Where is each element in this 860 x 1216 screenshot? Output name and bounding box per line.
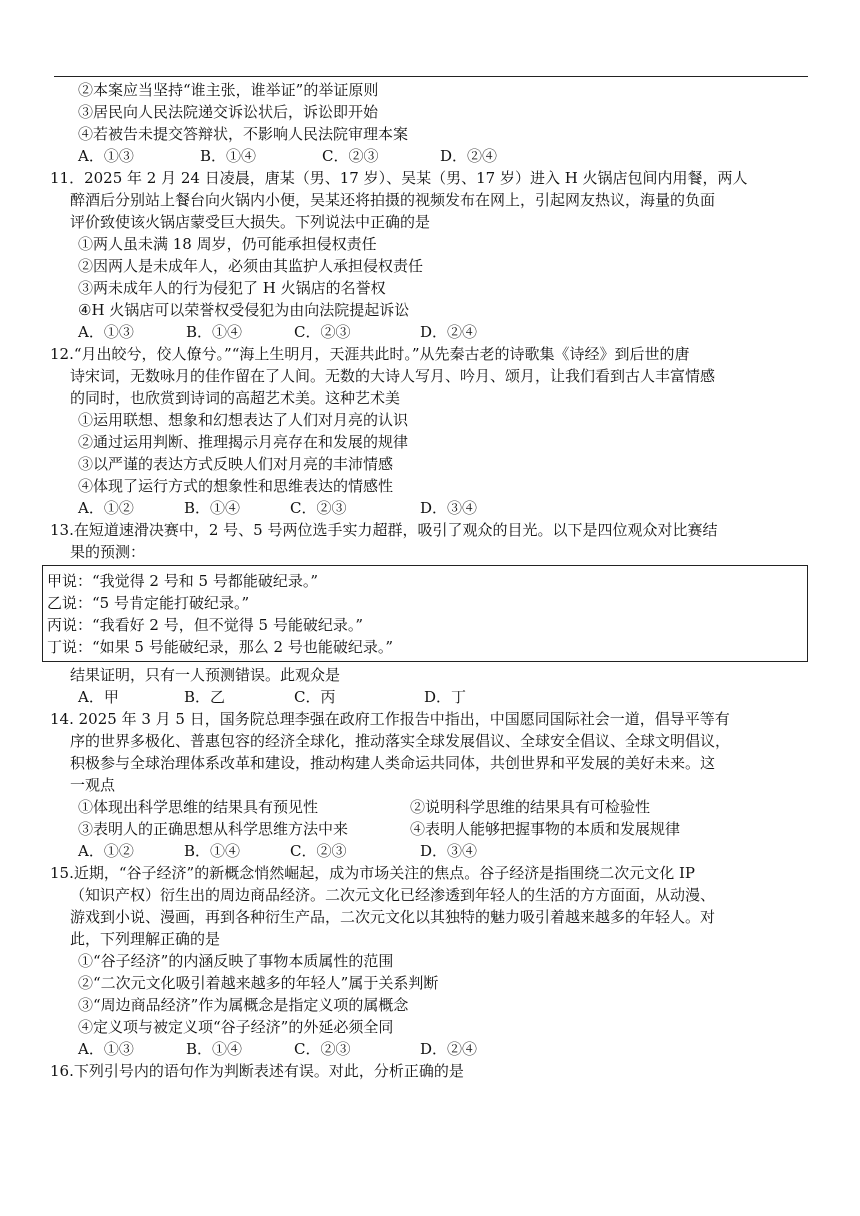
q15-stem-line-1: 15.近期，“谷子经济”的新概念悄然崛起，成为市场关注的焦点。谷子经济是指围绕二次元文化 IP (50, 864, 695, 882)
q13-stem-line-1: 13.在短道速滑决赛中，2 号、5 号两位选手实力超群，吸引了观众的目光。以下是四位观众对比赛结 (50, 521, 718, 539)
q12-choice-d: D．③④ (420, 499, 478, 517)
q15-choice-d: D．②④ (420, 1040, 478, 1058)
q14-option-3: ③表明人的正确思想从科学思维方法中来 (78, 820, 349, 838)
q11-choice-c: C．②③ (294, 323, 351, 341)
q13-prediction-jia: 甲说：“我觉得 2 号和 5 号都能破纪录。” (47, 572, 318, 590)
question-14 (50, 708, 810, 862)
q14-option-1: ①体现出科学思维的结果具有预见性 (78, 798, 319, 816)
q15-choice-a: A．①③ (78, 1040, 134, 1058)
question-12 (50, 343, 810, 519)
q14-stem-line-2: 序的世界多极化、普惠包容的经济全球化，推动落实全球发展倡议、全球安全倡议、全球文明倡议， (70, 732, 731, 750)
q12-option-3: ③以严谨的表达方式反映人们对月亮的丰沛情感 (78, 455, 394, 473)
q12-stem-line-1: 12.“月出皎兮，佼人僚兮。”“海上生明月，天涯共此时。”从先秦古老的诗歌集《诗经》到后世的唐 (50, 345, 690, 363)
question-11 (50, 167, 810, 343)
q15-stem-line-4: 此，下列理解正确的是 (70, 930, 221, 948)
q15-choice-c: C．②③ (294, 1040, 351, 1058)
q15-option-2: ②“二次元文化吸引着越来越多的年轻人”属于关系判断 (78, 974, 439, 992)
q11-stem-line-3: 评价致使该火锅店蒙受巨大损失。下列说法中正确的是 (70, 213, 431, 231)
exam-content (47, 79, 810, 1082)
q16-stem-line-1: 16.下列引号内的语句作为判断表述有误。对此，分析正确的是 (50, 1062, 464, 1080)
q13-prediction-yi: 乙说：“5 号肯定能打破纪录。” (47, 594, 250, 612)
q14-option-2: ②说明科学思维的结果具有可检验性 (410, 798, 651, 816)
q11-option-4: ④H 火锅店可以荣誉权受侵犯为由向法院提起诉讼 (78, 301, 410, 319)
q12-stem-line-3: 的同时，也欣赏到诗词的高超艺术美。这种艺术美 (70, 389, 401, 407)
q14-choice-a: A．①② (78, 842, 134, 860)
q14-option-4: ④表明人能够把握事物的本质和发展规律 (410, 820, 681, 838)
q11-choice-b: B．①④ (186, 323, 243, 341)
q15-stem-line-2: （知识产权）衍生出的周边商品经济。二次元文化已经渗透到年轻人的生活的方方面面，从动漫、 (70, 886, 716, 904)
q13-stem-line-2: 果的预测： (70, 543, 146, 561)
q12-option-4: ④体现了运行方式的想象性和思维表达的情感性 (78, 477, 394, 495)
q11-stem-line-1: 11．2025 年 2 月 24 日凌晨，唐某（男、17 岁）、吴某（男、17 岁）进入 H 火锅店包间内用餐，两人 (50, 169, 748, 187)
q11-stem-line-2: 醉酒后分别站上餐台向火锅内小便，吴某还将拍摄的视频发布在网上，引起网友热议，海量的负面 (70, 191, 716, 209)
header-rule (54, 76, 808, 77)
q14-options-row-2 (50, 818, 810, 840)
q11-choice-a: A．①③ (78, 323, 134, 341)
q13-prediction-ding: 丁说：“如果 5 号能破纪录，那么 2 号也能破纪录。” (47, 638, 393, 656)
question-15 (50, 862, 810, 1060)
q15-option-4: ④定义项与被定义项“谷子经济”的外延必须全同 (78, 1018, 394, 1036)
question-13 (47, 519, 810, 708)
q11-choice-d: D．②④ (420, 323, 478, 341)
q13-stem-line-3: 结果证明，只有一人预测错误。此观众是 (70, 666, 341, 684)
q13-predictions-box (42, 565, 808, 662)
q10-choice-a: A．①③ (78, 147, 134, 165)
q13-answer-choices (50, 686, 810, 708)
q14-options-row-1 (50, 796, 810, 818)
q10-option-3: ③居民向人民法院递交诉讼状后，诉讼即开始 (78, 103, 379, 121)
q12-stem-line-2: 诗宋词，无数咏月的佳作留在了人间。无数的大诗人写月、吟月、颂月，让我们看到古人丰富情感 (70, 367, 716, 385)
q15-option-1: ①“谷子经济”的内涵反映了事物本质属性的范围 (78, 952, 394, 970)
q15-stem-line-3: 游戏到小说、漫画，再到各种衍生产品，二次元文化以其独特的魅力吸引着越来越多的年轻人。对 (70, 908, 716, 926)
q14-answer-choices (50, 840, 810, 862)
q13-choice-c: C．丙 (294, 688, 336, 706)
q11-option-2: ②因两人是未成年人，必须由其监护人承担侵权责任 (78, 257, 424, 275)
q10-answer-choices (50, 145, 810, 167)
q13-choice-a: A．甲 (78, 688, 119, 706)
q14-stem-line-4: 一观点 (70, 776, 116, 794)
q15-answer-choices (50, 1038, 810, 1060)
q13-choice-b: B．乙 (184, 688, 226, 706)
q12-choice-a: A．①② (78, 499, 134, 517)
q10-choice-d: D．②④ (440, 147, 498, 165)
q14-choice-c: C．②③ (290, 842, 347, 860)
q10-choice-c: C．②③ (322, 147, 379, 165)
q10-option-2: ②本案应当坚持“谁主张，谁举证”的举证原则 (78, 81, 379, 99)
q10-option-4: ④若被告未提交答辩状，不影响人民法院审理本案 (78, 125, 409, 143)
q15-option-3: ③“周边商品经济”作为属概念是指定义项的属概念 (78, 996, 409, 1014)
q12-option-2: ②通过运用判断、推理揭示月亮存在和发展的规律 (78, 433, 409, 451)
q13-choice-d: D．丁 (424, 688, 467, 706)
question-10 (50, 79, 810, 167)
q14-stem-line-3: 积极参与全球治理体系改革和建设，推动构建人类命运共同体，共创世界和平发展的美好未来。这 (70, 754, 716, 772)
q13-prediction-bing: 丙说：“我看好 2 号，但不觉得 5 号能破纪录。” (47, 616, 363, 634)
q12-choice-b: B．①④ (184, 499, 241, 517)
q14-stem-line-1: 14. 2025 年 3 月 5 日，国务院总理李强在政府工作报告中指出，中国愿同国际社会一道，倡导平等有 (50, 710, 730, 728)
question-16 (50, 1060, 810, 1082)
q12-choice-c: C．②③ (290, 499, 347, 517)
q12-answer-choices (50, 497, 810, 519)
q10-choice-b: B．①④ (200, 147, 257, 165)
q14-choice-b: B．①④ (184, 842, 241, 860)
q14-choice-d: D．③④ (420, 842, 478, 860)
q12-option-1: ①运用联想、想象和幻想表达了人们对月亮的认识 (78, 411, 409, 429)
q11-option-1: ①两人虽未满 18 周岁，仍可能承担侵权责任 (78, 235, 377, 253)
q11-answer-choices (50, 321, 810, 343)
q15-choice-b: B．①④ (186, 1040, 243, 1058)
q11-option-3: ③两未成年人的行为侵犯了 H 火锅店的名誉权 (78, 279, 386, 297)
